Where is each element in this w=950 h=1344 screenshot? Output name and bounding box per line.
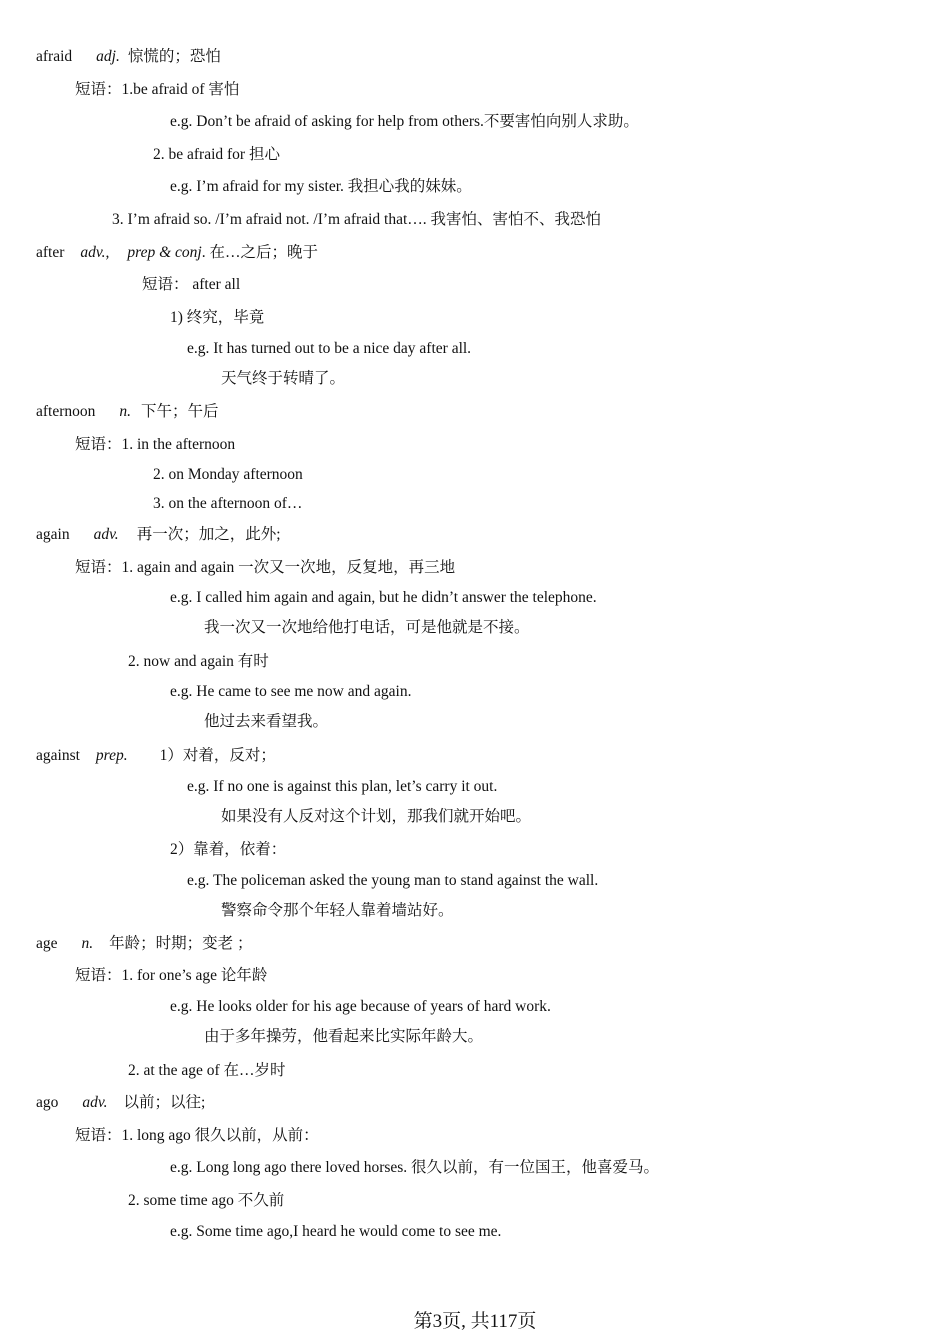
phrase-line: 2. some time ago 不久前: [128, 1192, 285, 1209]
example-line: e.g. He came to see me now and again.: [170, 683, 412, 700]
page-number: 第3页, 共117页: [413, 1311, 537, 1332]
phrase-line: 2. on Monday afternoon: [153, 466, 303, 483]
phrase-line: 短语：1.be afraid of 害怕: [75, 81, 240, 98]
example-line: e.g. I called him again and again, but he didn’t answer the telephone.: [170, 589, 597, 606]
translation-line: 我一次又一次地给他打电话，可是他就是不接。: [204, 619, 530, 636]
phrase-line: 短语：1. for one’s age 论年龄: [75, 967, 268, 984]
headword: afternoon: [36, 403, 96, 420]
translation-line: 由于多年操劳，他看起来比实际年龄大。: [204, 1028, 484, 1045]
translation-line: 天气终于转晴了。: [221, 370, 346, 387]
phrase-line: 短语：1. long ago 很久以前，从前：: [75, 1127, 319, 1144]
headword: ago: [36, 1094, 59, 1111]
entry-afternoon: [36, 402, 219, 422]
sense-line: 1) 终究，毕竟: [170, 309, 265, 326]
phrase-line: 短语： after all: [142, 276, 241, 293]
example-line: e.g. If no one is against this plan, let’s carry it out.: [187, 778, 498, 795]
phrase-line: 3. on the afternoon of…: [153, 495, 303, 512]
example-line: e.g. It has turned out to be a nice day after all.: [187, 340, 472, 357]
example-line: e.g. I’m afraid for my sister. 我担心我的妹妹。: [170, 178, 472, 195]
phrase-line: 2. at the age of 在…岁时: [128, 1062, 286, 1079]
part-of-speech: prep & conj: [127, 244, 202, 261]
part-of-speech: adj.: [96, 48, 120, 65]
phrase-line: 2. now and again 有时: [128, 653, 269, 670]
definition: 下午；午后: [141, 403, 219, 420]
part-of-speech: adv.: [82, 1094, 108, 1111]
example-line: e.g. He looks older for his age because of years of hard work.: [170, 998, 551, 1015]
definition: 以前；以往;: [123, 1094, 206, 1111]
phrase-line: 短语：1. again and again 一次又一次地，反复地，再三地: [75, 559, 456, 576]
sense-line: 2）靠着，依着：: [170, 841, 287, 858]
example-line: e.g. Some time ago,I heard he would come to see me.: [170, 1223, 502, 1240]
headword: afraid: [36, 48, 73, 65]
phrase-line: 3. I’m afraid so. /I’m afraid not. /I’m afraid that…. 我害怕、害怕不、我恐怕: [112, 211, 602, 228]
example-line: e.g. The policeman asked the young man to stand against the wall.: [187, 872, 599, 889]
part-of-speech: adv.: [93, 526, 119, 543]
definition: 惊慌的；恐怕: [127, 48, 221, 65]
headword: age: [36, 935, 58, 952]
entry-afraid: [36, 47, 221, 67]
headword: against: [36, 747, 80, 764]
part-of-speech: n.: [81, 935, 94, 952]
definition: 再一次；加之，此外;: [136, 526, 281, 543]
translation-line: 警察命令那个年轻人靠着墙站好。: [221, 902, 454, 919]
definition: 年龄；时期；变老 ；: [109, 935, 253, 952]
definition: 1）对着，反对；: [159, 747, 276, 764]
headword: again: [36, 526, 70, 543]
definition: . 在…之后；晚于: [201, 244, 318, 261]
phrase-line: 短语：1. in the afternoon: [75, 436, 236, 453]
part-of-speech: prep.: [95, 747, 128, 764]
example-line: e.g. Long long ago there loved horses. 很久以前，有一位国王，他喜爱马。: [170, 1159, 660, 1176]
entry-ago: [36, 1093, 205, 1113]
entry-again: [36, 525, 281, 545]
entry-against: [36, 746, 276, 766]
entry-age: [36, 934, 253, 954]
part-of-speech: n.: [119, 403, 132, 420]
translation-line: 他过去来看望我。: [204, 713, 329, 730]
example-line: e.g. Don’t be afraid of asking for help from others.不要害怕向别人求助。: [170, 113, 639, 130]
phrase-line: 2. be afraid for 担心: [153, 146, 280, 163]
entry-after: [36, 243, 318, 263]
part-of-speech: adv.,: [80, 244, 110, 261]
headword: after: [36, 244, 65, 261]
translation-line: 如果没有人反对这个计划，那我们就开始吧。: [221, 808, 532, 825]
